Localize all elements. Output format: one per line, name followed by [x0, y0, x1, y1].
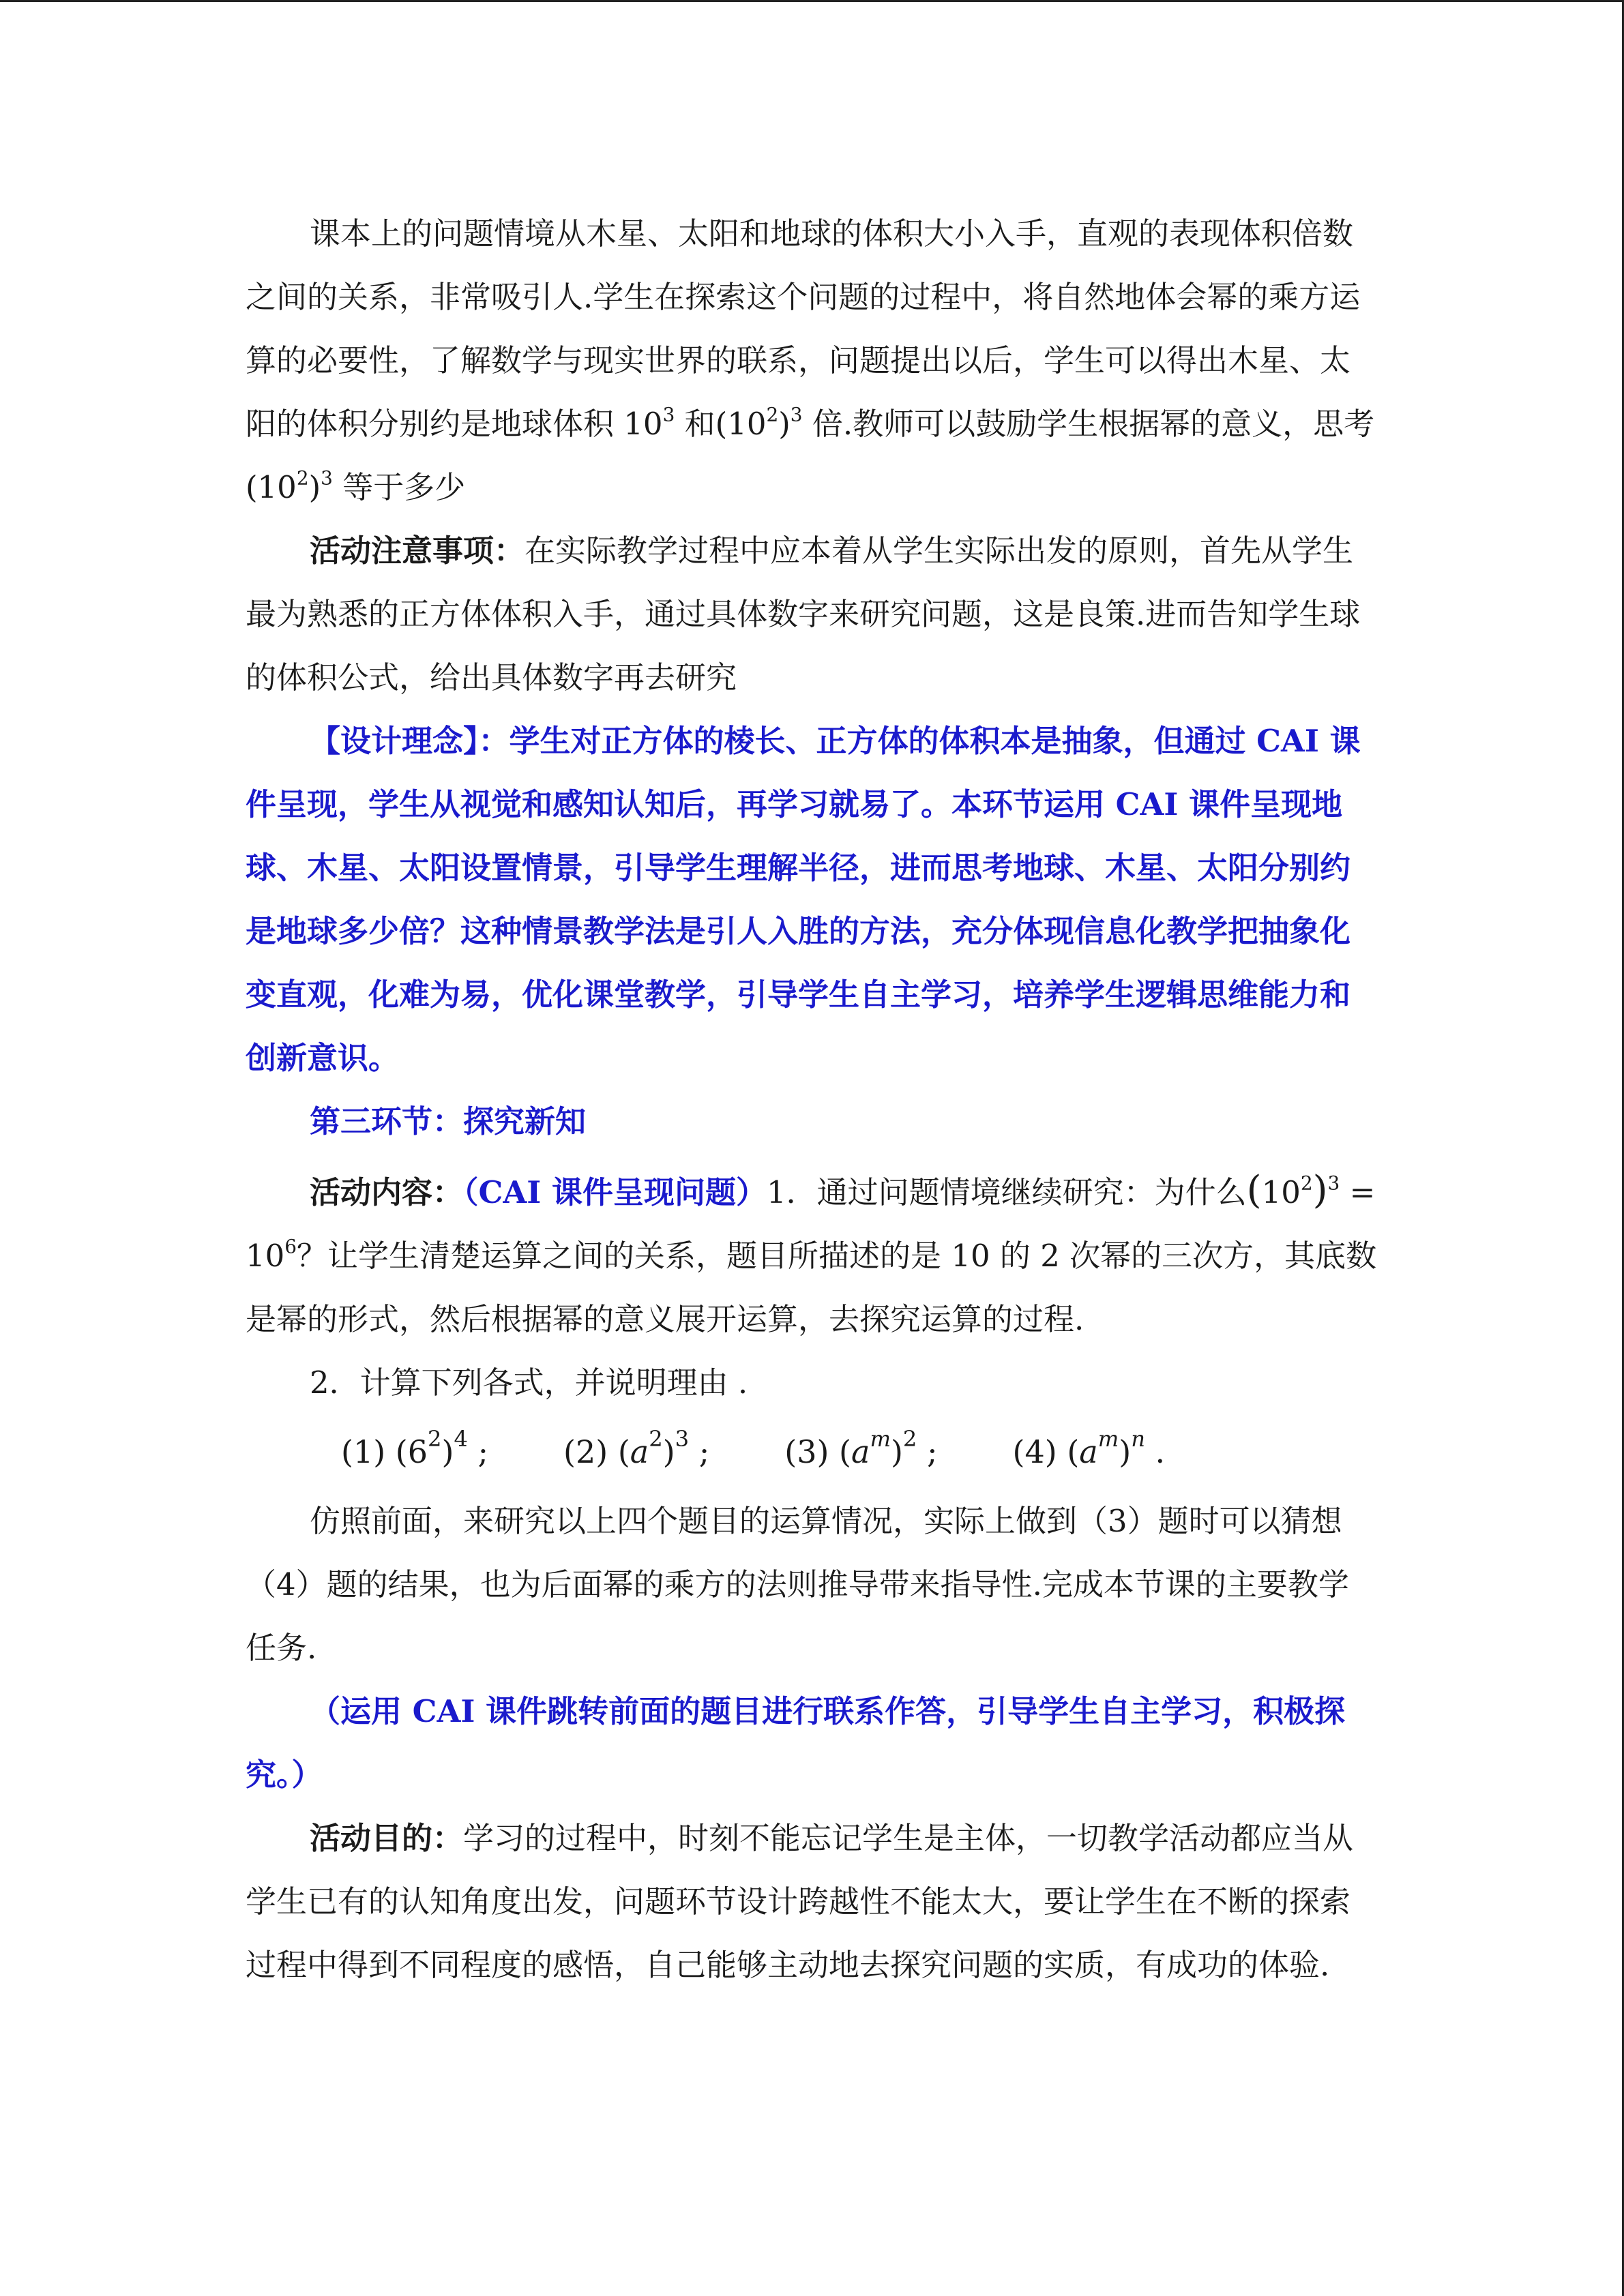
paragraph-imitate: 仿照前面，来研究以上四个题目的运算情况，实际上做到（3）题时可以猜想（4）题的结果，也为后面幂的乘方的法则推导带来指导性.完成本节课的主要教学任务. — [246, 1503, 1349, 1666]
power-formula: $(10^2)^3 = 10^6$ — [246, 1168, 1376, 1274]
page-border-top — [0, 0, 1624, 2]
paragraph-cai-jump: （运用 CAI 课件跳转前面的题目进行联系作答，引导学生自主学习，积极探究。） — [246, 1693, 1346, 1793]
paragraph-activity-content: 活动内容：（CAI 课件呈现问题）1．通过问题情境继续研究：为什么$(10^2)^3 = 10^6$？让学生清楚运算之间的关系，题目所描述的是 10 的 2 次幂的三次方，其底数是幂的形式，然后根据幂的意义展开运算，去探究运算的过程. — [246, 1168, 1377, 1337]
document-body — [246, 202, 1378, 1997]
section-heading: 第三环节：探究新知 — [310, 1103, 587, 1139]
paragraph-compute-task: 2．计算下列各式，并说明理由 . — [310, 1365, 748, 1401]
activity-notes-label: 活动注意事项： — [310, 533, 525, 569]
exercise-3: (3) $(a^m)^2$ ; — [784, 1425, 938, 1470]
exercise-4: (4) $(a^m)^n$ . — [1012, 1425, 1166, 1470]
activity-content-label: 活动内容： — [310, 1174, 464, 1210]
paragraph-activity-notes: 活动注意事项：在实际教学过程中应本着从学生实际出发的原则，首先从学生最为熟悉的正方体体积入手，通过具体数字来研究问题，这是良策.进而告知学生球的体积公式，给出具体数字再去研究 — [246, 533, 1361, 696]
paragraph-activity-purpose: 活动目的：学习的过程中，时刻不能忘记学生是主体，一切教学活动都应当从学生已有的认知角度出发，问题环节设计跨越性不能太大，要让学生在不断的探索过程中得到不同程度的感悟，自己能够主动地去探究问题的实质，有成功的体验. — [246, 1820, 1354, 1983]
exercise-list — [246, 1414, 1378, 1489]
cai-note: （CAI 课件呈现问题） — [463, 1174, 767, 1210]
activity-purpose-label: 活动目的： — [310, 1820, 464, 1856]
paragraph-design-concept: 【设计理念】：学生对正方体的棱长、正方体的体积本是抽象，但通过 CAI 课件呈现，学生从视觉和感知认知后，再学习就易了。本环节运用 CAI 课件呈现地球、木星、太阳设置情景，引导学生理解半径，进而思考地球、木星、太阳分别约是地球多少倍？这种情景教学法是引人入胜的方法，充分体现信息化教学把抽象化变直观，化难为易，优化课堂教学，引导学生自主学习，培养学生逻辑思维能力和创新意识。 — [246, 723, 1361, 1076]
paragraph-problem-situation: 课本上的问题情境从木星、太阳和地球的体积大小入手，直观的表现体积倍数之间的关系，非常吸引人.学生在探索这个问题的过程中，将自然地体会幂的乘方运算的必要性，了解数学与现实世界的联系，问题提出以后，学生可以得出木星、太阳的体积分别约是地球体积 $10^3$ 和$(10^2)^3$ 倍.教师可以鼓励学生根据幂的意义，思考$(10^2)^3$ 等于多少 — [246, 215, 1375, 505]
exercise-1: (1) $(6^2)^4$ ; — [341, 1425, 489, 1470]
exercise-2: (2) $(a^2)^3$ ; — [563, 1425, 710, 1470]
